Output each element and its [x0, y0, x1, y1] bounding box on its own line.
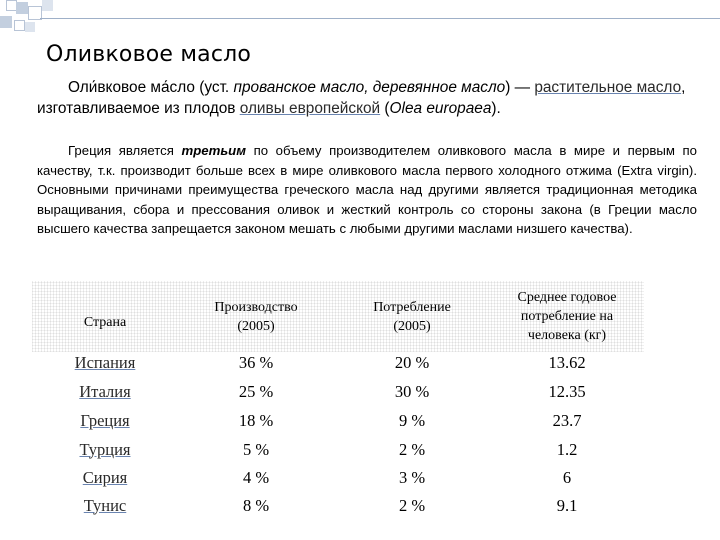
country-link[interactable]: Испания	[74, 352, 136, 372]
table-row	[32, 491, 644, 520]
intro-term: Оли́вковое ма́сло	[68, 79, 195, 96]
olive-tree-link[interactable]: оливы европейской	[239, 100, 381, 117]
consumption-cell: 30 %	[394, 381, 430, 401]
slide-title: Оливковое масло	[46, 42, 252, 67]
production-cell: 25 %	[238, 381, 274, 401]
per-capita-cell: 6	[562, 467, 572, 487]
production-cell: 5 %	[242, 439, 270, 459]
emphasis-third: третьим	[181, 143, 246, 158]
production-cell: 4 %	[242, 467, 270, 487]
table-row	[32, 377, 644, 406]
country-link[interactable]: Италия	[79, 381, 131, 401]
per-capita-cell: 13.62	[548, 352, 586, 372]
production-cell: 8 %	[242, 495, 270, 515]
consumption-cell: 3 %	[398, 467, 426, 487]
per-capita-cell: 12.35	[548, 381, 586, 401]
consumption-cell: 2 %	[398, 495, 426, 515]
header-production: Производство (2005)	[214, 299, 298, 334]
country-link[interactable]: Греция	[80, 410, 130, 430]
intro-paragraph: Оли́вковое ма́сло (уст. прованское масло, деревянное масло) — растительное масло, изготавливаемое из плодов оливы европейской (Olea europaea).	[37, 79, 686, 117]
vegetable-oil-link[interactable]: растительное масло	[534, 79, 682, 96]
per-capita-cell: 1.2	[556, 439, 578, 459]
table-row	[32, 435, 644, 464]
table-row	[32, 406, 644, 435]
header-country: Страна	[83, 315, 127, 330]
production-cell: 18 %	[238, 410, 274, 430]
corner-decoration	[0, 0, 100, 40]
consumption-cell: 20 %	[394, 352, 430, 372]
per-capita-cell: 9.1	[556, 495, 578, 515]
table-row	[32, 348, 644, 377]
greece-paragraph: Греция является третьим по объему производителем оливкового масла в мире и первым по качеству, т.к. производит больше всех в мире оливкового масла первого холодного отжима (Extra virgin). Основными причинами преимущества греческого масла над другими является традиционная методика выращивания, сбора и прессования оливок и жесткий контроль со стороны закона (в Греции масло высшего качества запрещается законом мешать с любыми другими маслами низшего качества).	[37, 143, 697, 237]
table-row	[32, 463, 644, 492]
header-per-capita: Среднее годовое потребление на человека (кг)	[517, 290, 617, 343]
header-consumption: Потребление (2005)	[373, 299, 451, 334]
production-cell: 36 %	[238, 352, 274, 372]
country-link[interactable]: Сирия	[82, 467, 128, 487]
per-capita-cell: 23.7	[552, 410, 582, 430]
header-rule	[40, 18, 720, 19]
country-link[interactable]: Турция	[79, 439, 131, 459]
country-link[interactable]: Тунис	[83, 495, 127, 515]
consumption-cell: 2 %	[398, 439, 426, 459]
latin-name: Olea europaea	[389, 100, 492, 117]
intro-alt-names: прованское масло, деревянное масло	[233, 79, 506, 96]
consumption-cell: 9 %	[398, 410, 426, 430]
table-header	[32, 281, 644, 352]
